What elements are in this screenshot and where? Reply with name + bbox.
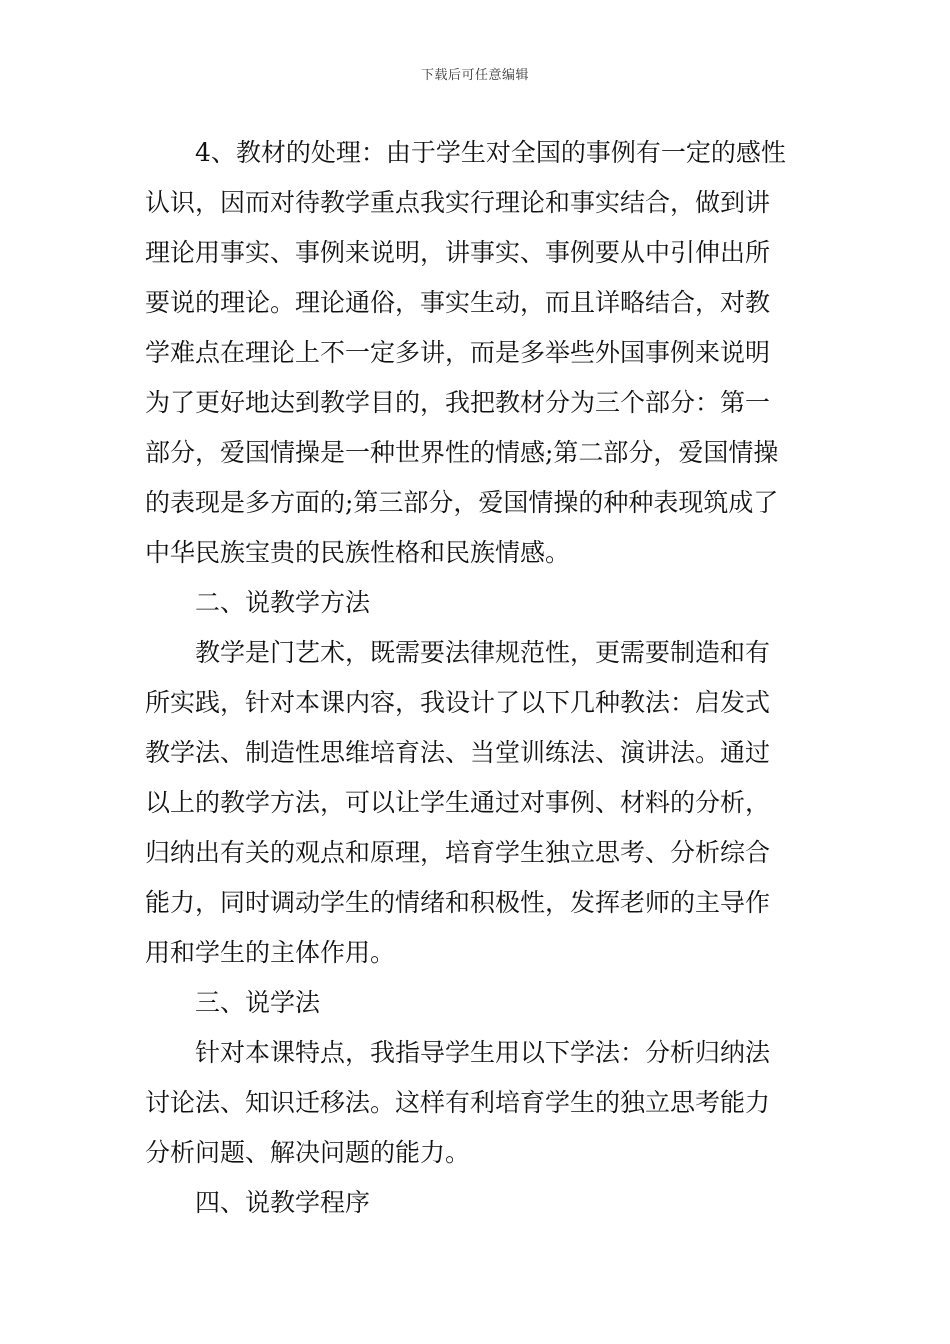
paragraph-line: 归纳出有关的观点和原理，培育学生独立思考、分析综合	[145, 838, 771, 867]
paragraph-line: 要说的理论。理论通俗，事实生动，而且详略结合，对教	[145, 288, 771, 317]
paragraph-line: 教学是门艺术，既需要法律规范性，更需要制造和有	[195, 638, 771, 667]
paragraph-line: 4、教材的处理：由于学生对全国的事例有一定的感性	[195, 138, 786, 167]
section-heading-learning-methods: 三、说学法	[195, 988, 321, 1017]
paragraph-line: 理论用事实、事例来说明，讲事实、事例要从中引伸出所	[145, 238, 771, 267]
page-header: 下载后可任意编辑	[420, 68, 529, 83]
paragraph-line: 用和学生的主体作用。	[145, 938, 396, 967]
paragraph-line: 认识，因而对待教学重点我实行理论和事实结合，做到讲	[145, 188, 771, 217]
paragraph-line: 分析问题、解决问题的能力。	[145, 1138, 471, 1167]
section-heading-teaching-procedure: 四、说教学程序	[195, 1188, 371, 1217]
paragraph-line: 讨论法、知识迁移法。这样有利培育学生的独立思考能力	[145, 1088, 771, 1117]
paragraph-line: 学难点在理论上不一定多讲，而是多举些外国事例来说明	[145, 338, 771, 367]
paragraph-line: 所实践，针对本课内容，我设计了以下几种教法：启发式	[145, 688, 771, 717]
paragraph-line: 以上的教学方法，可以让学生通过对事例、材料的分析，	[145, 788, 771, 817]
paragraph-line: 部分，爱国情操是一种世界性的情感;第二部分，爱国情操	[145, 438, 779, 467]
paragraph-line: 能力，同时调动学生的情绪和积极性，发挥老师的主导作	[145, 888, 771, 917]
section-heading-teaching-methods: 二、说教学方法	[195, 588, 371, 617]
document-body	[145, 128, 807, 1228]
paragraph-line: 为了更好地达到教学目的，我把教材分为三个部分：第一	[145, 388, 771, 417]
paragraph-line: 中华民族宝贵的民族性格和民族情感。	[145, 538, 571, 567]
paragraph-line: 针对本课特点，我指导学生用以下学法：分析归纳法	[195, 1038, 771, 1067]
paragraph-line: 的表现是多方面的;第三部分，爱国情操的种种表现筑成了	[145, 488, 779, 517]
paragraph-line: 教学法、制造性思维培育法、当堂训练法、演讲法。通过	[145, 738, 771, 767]
